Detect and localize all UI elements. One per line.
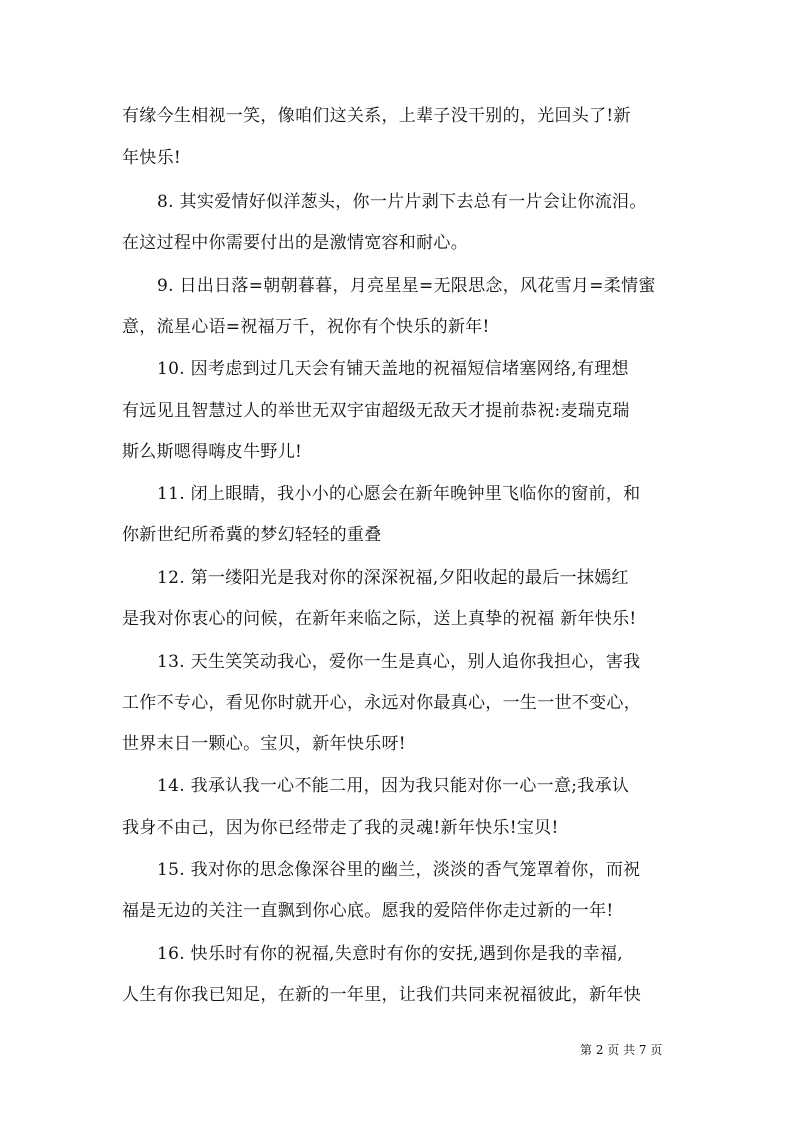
text-line: 工作不专心，看见你时就开心，永远对你最真心，一生一世不变心， [122,693,641,713]
text-line: 15. 我对你的思念像深谷里的幽兰，淡淡的香气笼罩着你，而祝 [157,860,641,880]
text-line: 世界末日一颗心。宝贝，新年快乐呀! [122,734,406,754]
text-line: 意，流星心语=祝福万千，祝你有个快乐的新年! [122,317,490,337]
text-line: 我身不由己，因为你已经带走了我的灵魂!新年快乐!宝贝! [122,818,559,838]
text-line: 10. 因考虑到过几天会有铺天盖地的祝福短信堵塞网络,有理想 [157,359,629,379]
text-line: 有缘今生相视一笑，像咱们这关系，上辈子没干别的，光回头了!新 [122,106,631,126]
text-line: 8. 其实爱情好似洋葱头，你一片片剥下去总有一片会让你流泪。 [157,192,647,212]
text-line: 13. 天生笑笑动我心，爱你一生是真心，别人追你我担心，害我 [157,652,641,672]
text-line: 16. 快乐时有你的祝福,失意时有你的安抚,遇到你是我的幸福, [157,944,623,964]
text-line: 9. 日出日落=朝朝暮暮，月亮星星=无限思念，风花雪月=柔情蜜 [157,276,656,296]
text-line: 福是无边的关注一直飘到你心底。愿我的爱陪伴你走过新的一年! [122,901,614,921]
page-number-footer: 第 2 页 共 7 页 [580,1043,663,1057]
text-line: 14. 我承认我一心不能二用，因为我只能对你一心一意;我承认 [157,776,630,796]
text-line: 你新世纪所希冀的梦幻轻轻的重叠 [122,525,382,545]
text-line: 斯么斯嗯得嗨皮牛野儿! [122,442,303,462]
text-line: 人生有你我已知足，在新的一年里，让我们共同来祝福彼此，新年快 [122,985,641,1005]
text-line: 12. 第一缕阳光是我对你的深深祝福,夕阳收起的最后一抹嫣红 [157,568,629,588]
text-line: 年快乐! [122,148,182,168]
text-line: 11. 闭上眼睛，我小小的心愿会在新年晚钟里飞临你的窗前，和 [157,484,641,504]
text-line: 有远见且智慧过人的举世无双宇宙超级无敌天才提前恭祝:麦瑞克瑞 [122,401,630,421]
text-line: 是我对你衷心的问候，在新年来临之际，送上真挚的祝福 新年快乐! [122,609,637,629]
text-line: 在这过程中你需要付出的是激情宽容和耐心。 [122,233,468,253]
